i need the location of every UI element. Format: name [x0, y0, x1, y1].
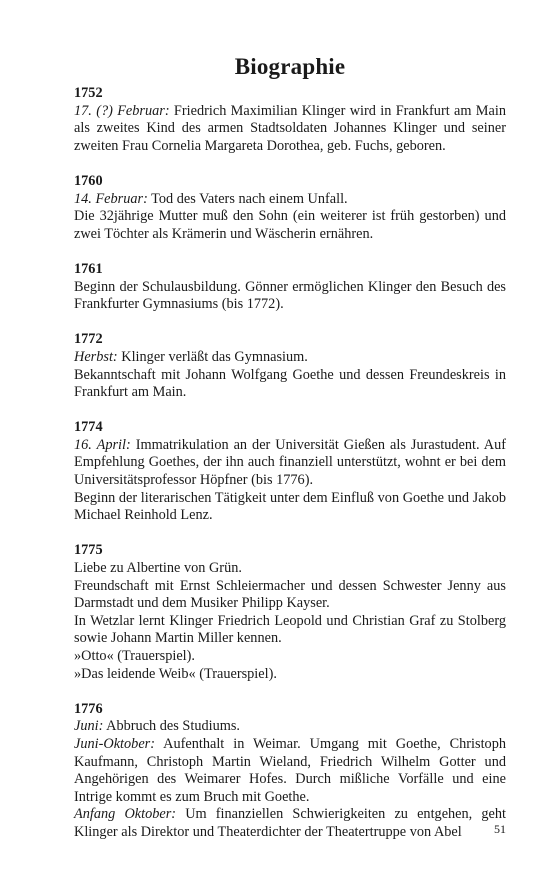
entry-paragraph [74, 666, 506, 684]
page-title: Biographie [234, 54, 346, 79]
biography-page [74, 52, 506, 859]
date-lead: 16. April: [74, 436, 131, 453]
paragraph-text: Liebe zu Albertine von Grün. [74, 560, 242, 577]
biography-entry [74, 261, 506, 314]
paragraph-text: Beginn der Schulausbildung. Gönner ermöglichen Klinger den Besuch des Frankfurter Gymnasiums (bis 1772). [74, 278, 506, 313]
paragraph-text: Freundschaft mit Ernst Schleiermacher und dessen Schwester Jenny aus Darmstadt und dem Musiker Philipp Kayser. [74, 577, 506, 612]
paragraph-text: Die 32jährige Mutter muß den Sohn (ein weiterer ist früh gestorben) und zwei Töchter als Krämerin und Wäscherin ernähren. [74, 208, 506, 242]
date-lead: Juni: [74, 718, 104, 735]
entry-year: 1774 [74, 419, 103, 436]
entry-paragraph [74, 367, 506, 402]
entry-year: 1752 [74, 85, 103, 101]
entry-paragraph [74, 578, 506, 613]
paragraph-text: Friedrich Maximilian Klinger wird in Frankfurt am Main als zweites Kind des armen Stadtsoldaten Johannes Klinger und seiner zweiten Frau Cornelia Margareta Dorothea, geb. Fuchs, geboren. [74, 102, 506, 154]
entry-year: 1775 [74, 542, 103, 559]
biography-entry [74, 85, 506, 155]
entry-paragraph [74, 490, 506, 525]
paragraph-text: Bekanntschaft mit Johann Wolfgang Goethe und dessen Freundeskreis in Frankfurt am Main. [74, 366, 506, 401]
entry-paragraph [74, 560, 506, 578]
entry-year: 1776 [74, 700, 103, 717]
entry-paragraph [74, 736, 506, 806]
biography-entry [74, 331, 506, 401]
entry-paragraph [74, 103, 506, 156]
biography-entry [74, 701, 506, 842]
paragraph-text: Aufenthalt in Weimar. Umgang mit Goethe, Christoph Kaufmann, Christoph Martin Wieland, Friedrich Wilhelm Gotter und Angehörigen des Weimarer Hofes. Durch mißliche Vorfälle und eine Intrige kommt es zum Bruch mit Goethe. [74, 735, 506, 805]
page-number: 51 [494, 822, 506, 836]
paragraph-text: Tod des Vaters nach einem Unfall. [147, 190, 348, 207]
entry-paragraph [74, 648, 506, 666]
entry-paragraph [74, 349, 506, 367]
biography-entry [74, 542, 506, 683]
date-lead: Anfang Oktober: [74, 806, 177, 823]
paragraph-text: Um finanziellen Schwierigkeiten zu entgehen, geht Klinger als Direktor und Theaterdichter der Theatertruppe von Abel [74, 806, 507, 840]
paragraph-text: Immatrikulation an der Universität Gießen als Jurastudent. Auf Empfehlung Goethes, der ihn auch finanziell unterstützt, wohnt er bei dem Universitätsprofessor Höpfner (bis 1776). [74, 436, 506, 489]
entry-year: 1761 [74, 260, 103, 277]
paragraph-text: In Wetzlar lernt Klinger Friedrich Leopold und Christian Graf zu Stolberg sowie Johann Martin Miller kennen. [74, 612, 506, 647]
biography-entries [74, 85, 506, 842]
entry-paragraph [74, 718, 506, 736]
entry-paragraph [74, 279, 506, 314]
entry-year: 1760 [74, 172, 103, 189]
entry-year: 1772 [74, 331, 103, 348]
paragraph-text: »Das leidende Weib« (Trauerspiel). [74, 665, 277, 682]
entry-paragraph [74, 208, 506, 243]
paragraph-text: Klinger verläßt das Gymnasium. [117, 348, 308, 365]
paragraph-text: Abbruch des Studiums. [103, 718, 241, 735]
entry-paragraph [74, 437, 506, 490]
biography-entry [74, 173, 506, 243]
date-lead: 17. (?) Februar: [74, 102, 170, 119]
paragraph-text: Beginn der literarischen Tätigkeit unter dem Einfluß von Goethe und Jakob Michael Reinhold Lenz. [74, 489, 506, 524]
paragraph-text: »Otto« (Trauerspiel). [74, 648, 195, 664]
entry-paragraph [74, 613, 506, 648]
date-lead: Herbst: [74, 348, 118, 365]
entry-paragraph [74, 806, 506, 841]
biography-entry [74, 419, 506, 525]
date-lead: 14. Februar: [74, 190, 148, 207]
entry-paragraph [74, 191, 506, 209]
date-lead: Juni-Oktober: [74, 735, 155, 752]
